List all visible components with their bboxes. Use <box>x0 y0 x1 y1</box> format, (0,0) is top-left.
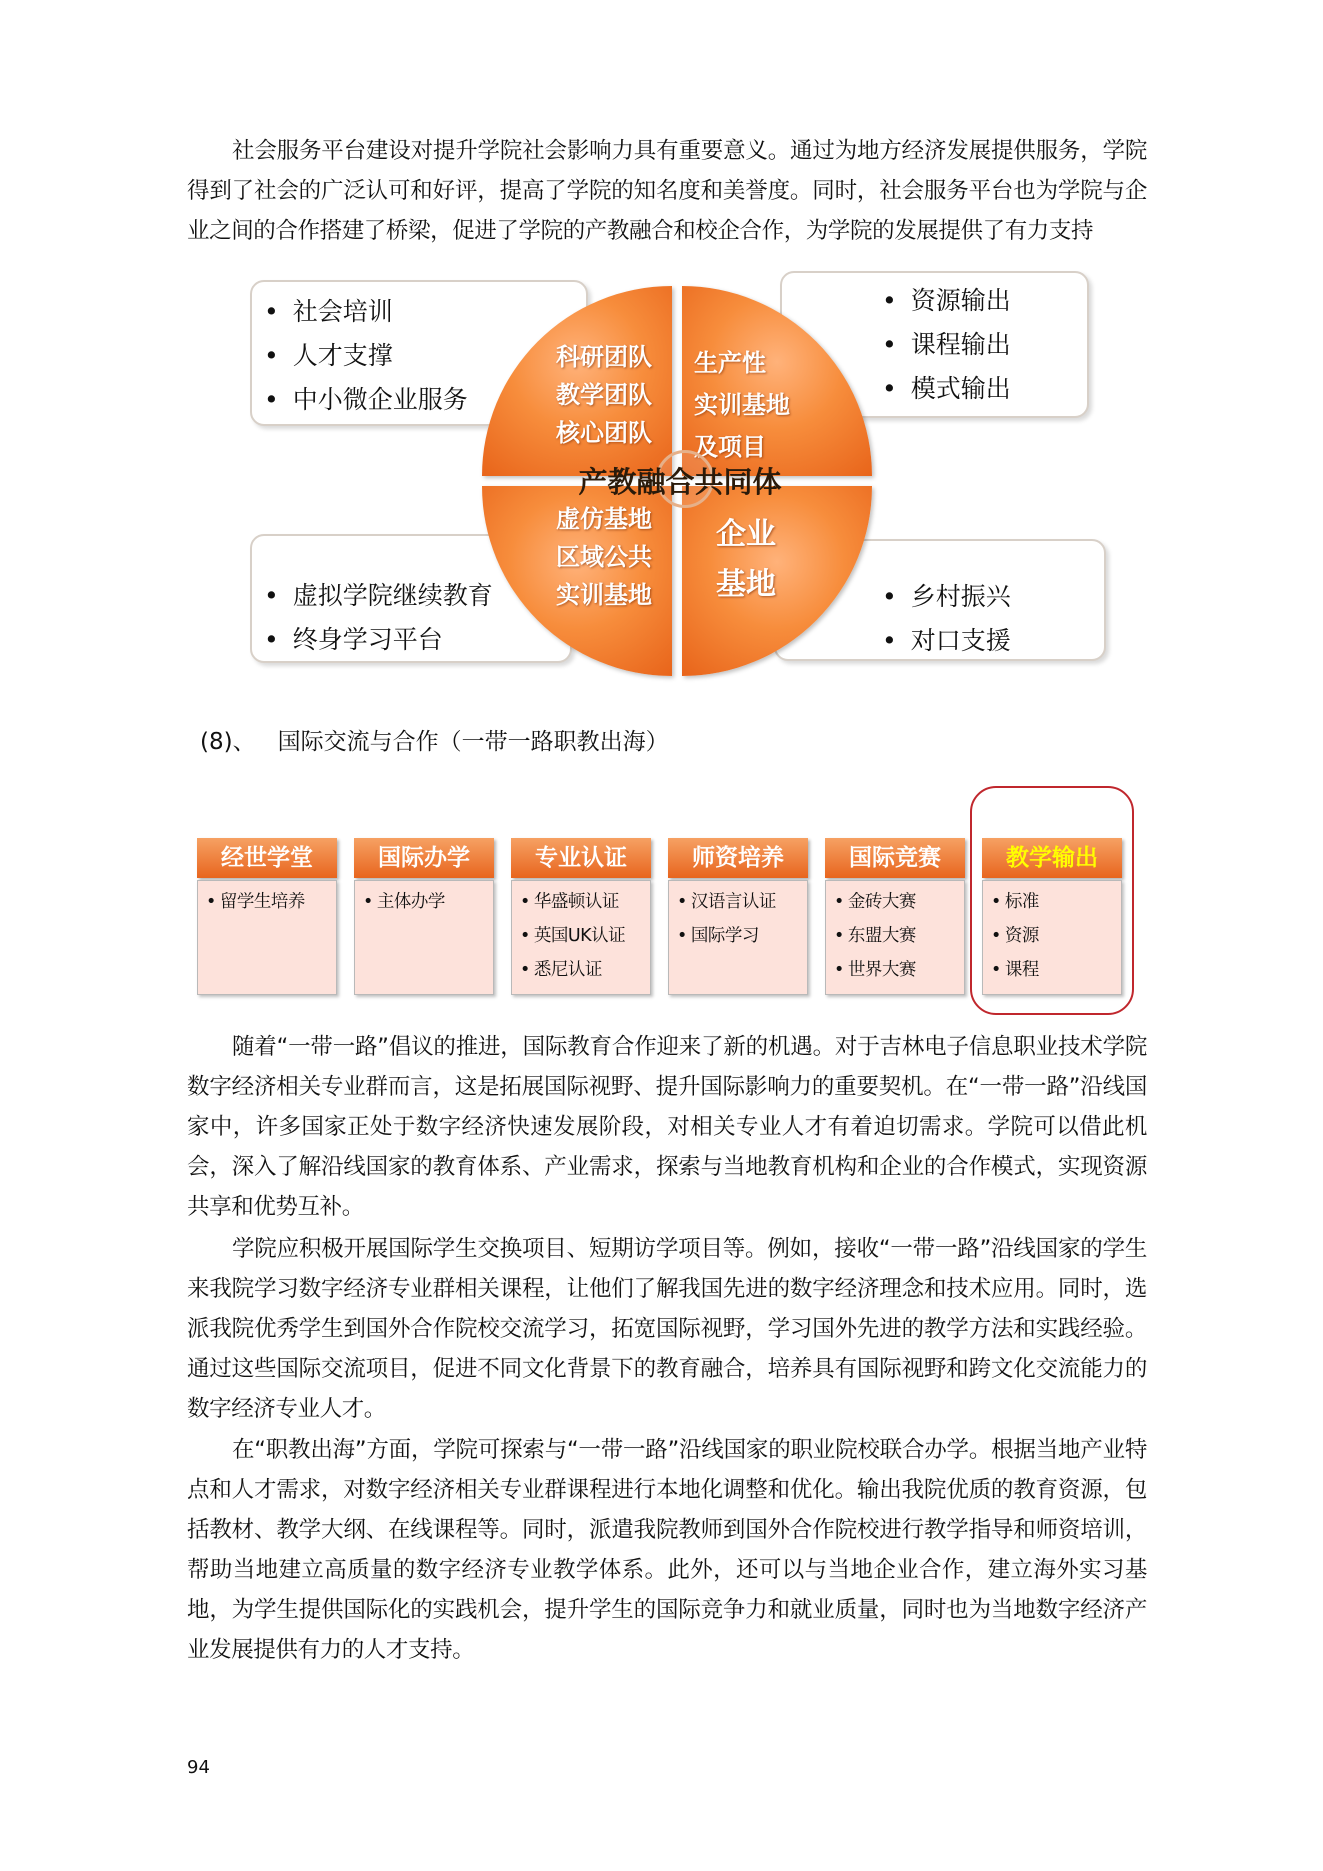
section-heading <box>200 723 669 756</box>
card-body <box>982 880 1122 995</box>
card-item: • 世界大赛 <box>834 953 964 987</box>
callout-item: • 人才支撑 <box>264 334 468 378</box>
card-competition <box>825 838 965 995</box>
quadrant-label: 区域公共 <box>556 543 652 571</box>
card-title: 教学输出 <box>982 838 1122 878</box>
card-teaching-output <box>982 838 1122 995</box>
intro-paragraph: 社会服务平台建设对提升学院社会影响力具有重要意义。通过为地方经济发展提供服务，学院得到了社会的广泛认可和好评，提高了学院的知名度和美誉度。同时，社会服务平台也为学院与企业之间的合作搭建了桥梁，促进了学院的产教融合和校企合作，为学院的发展提供了有力支持 <box>187 138 1147 244</box>
card-body <box>197 880 337 995</box>
card-international-school <box>354 838 494 995</box>
callout-item: • 对口支援 <box>882 619 1011 663</box>
card-item: • 留学生培养 <box>206 885 336 919</box>
card-item: • 国际学习 <box>677 919 807 953</box>
card-title: 经世学堂 <box>197 838 337 878</box>
card-item: • 资源 <box>991 919 1121 953</box>
card-item: • 华盛顿认证 <box>520 885 650 919</box>
card-title: 师资培养 <box>668 838 808 878</box>
center-label: 产教融合共同体 <box>578 465 782 499</box>
quadrant-label: 教学团队 <box>556 381 652 409</box>
body-paragraph: 学院应积极开展国际学生交换项目、短期访学项目等。例如，接收“一带一路”沿线国家的学生来我院学习数字经济专业群相关课程，让他们了解我国先进的数字经济理念和技术应用。同时，选派我院优秀学生到国外合作院校交流学习，拓宽国际视野，学习国外先进的教学方法和实践经验。通过这些国际交流项目，促进不同文化背景下的教育融合，培养具有国际视野和跨文化交流能力的数字经济专业人才。 <box>187 1236 1147 1422</box>
card-body <box>354 880 494 995</box>
quadrant-label: 企业 <box>716 517 776 552</box>
quadrant-label: 基地 <box>716 567 776 602</box>
quadrant-label: 科研团队 <box>556 343 652 371</box>
card-body <box>668 880 808 995</box>
card-jingshi <box>197 838 337 995</box>
quadrant-label: 实训基地 <box>694 391 790 419</box>
callout-item: • 模式输出 <box>882 367 1011 411</box>
callout-item: • 课程输出 <box>882 323 1011 367</box>
quadrant-label: 生产性 <box>694 349 766 377</box>
card-title: 国际办学 <box>354 838 494 878</box>
card-item: • 主体办学 <box>363 885 493 919</box>
card-item: • 悉尼认证 <box>520 953 650 987</box>
callout-item: • 乡村振兴 <box>882 575 1011 619</box>
card-item: • 英国UK认证 <box>520 919 650 953</box>
card-item: • 汉语言认证 <box>677 885 807 919</box>
quadrant-label: 及项目 <box>694 433 766 461</box>
card-body <box>511 880 651 995</box>
card-item: • 金砖大赛 <box>834 885 964 919</box>
callout-item: • 终身学习平台 <box>264 618 493 662</box>
callout-item: • 虚拟学院继续教育 <box>264 574 493 618</box>
section-title: 国际交流与合作（一带一路职教出海） <box>277 729 669 755</box>
quadrant-label: 实训基地 <box>556 581 652 609</box>
quadrant-label: 虚仿基地 <box>556 505 652 533</box>
body-paragraph: 在“职教出海”方面，学院可探索与“一带一路”沿线国家的职业院校联合办学。根据当地产业特点和人才需求，对数字经济相关专业群课程进行本地化调整和优化。输出我院优质的教育资源，包括教材、教学大纲、在线课程等。同时，派遣我院教师到国外合作院校进行教学指导和师资培训，帮助当地建立高质量的数字经济专业教学体系。此外，还可以与当地企业合作，建立海外实习基地，为学生提供国际化的实践机会，提升学生的国际竞争力和就业质量，同时也为当地数字经济产业发展提供有力的人才支持。 <box>187 1437 1147 1663</box>
section-number: (8)、 <box>200 729 256 755</box>
card-item: • 课程 <box>991 953 1121 987</box>
card-body <box>825 880 965 995</box>
card-teacher-training <box>668 838 808 995</box>
body-paragraph: 随着“一带一路”倡议的推进，国际教育合作迎来了新的机遇。对于吉林电子信息职业技术学院数字经济相关专业群而言，这是拓展国际视野、提升国际影响力的重要契机。在“一带一路”沿线国家中，许多国家正处于数字经济快速发展阶段，对相关专业人才有着迫切需求。学院可以借此机会，深入了解沿线国家的教育体系、产业需求，探索与当地教育机构和企业的合作模式，实现资源共享和优势互补。 <box>187 1034 1147 1220</box>
callout-item: • 资源输出 <box>882 279 1011 323</box>
page-number: 94 <box>187 1757 210 1778</box>
quadrant-label: 核心团队 <box>556 419 652 447</box>
callout-item: • 中小微企业服务 <box>264 378 468 422</box>
card-title: 国际竞赛 <box>825 838 965 878</box>
card-certification <box>511 838 651 995</box>
card-item: • 标准 <box>991 885 1121 919</box>
card-title: 专业认证 <box>511 838 651 878</box>
callout-item: • 社会培训 <box>264 290 468 334</box>
card-item: • 东盟大赛 <box>834 919 964 953</box>
